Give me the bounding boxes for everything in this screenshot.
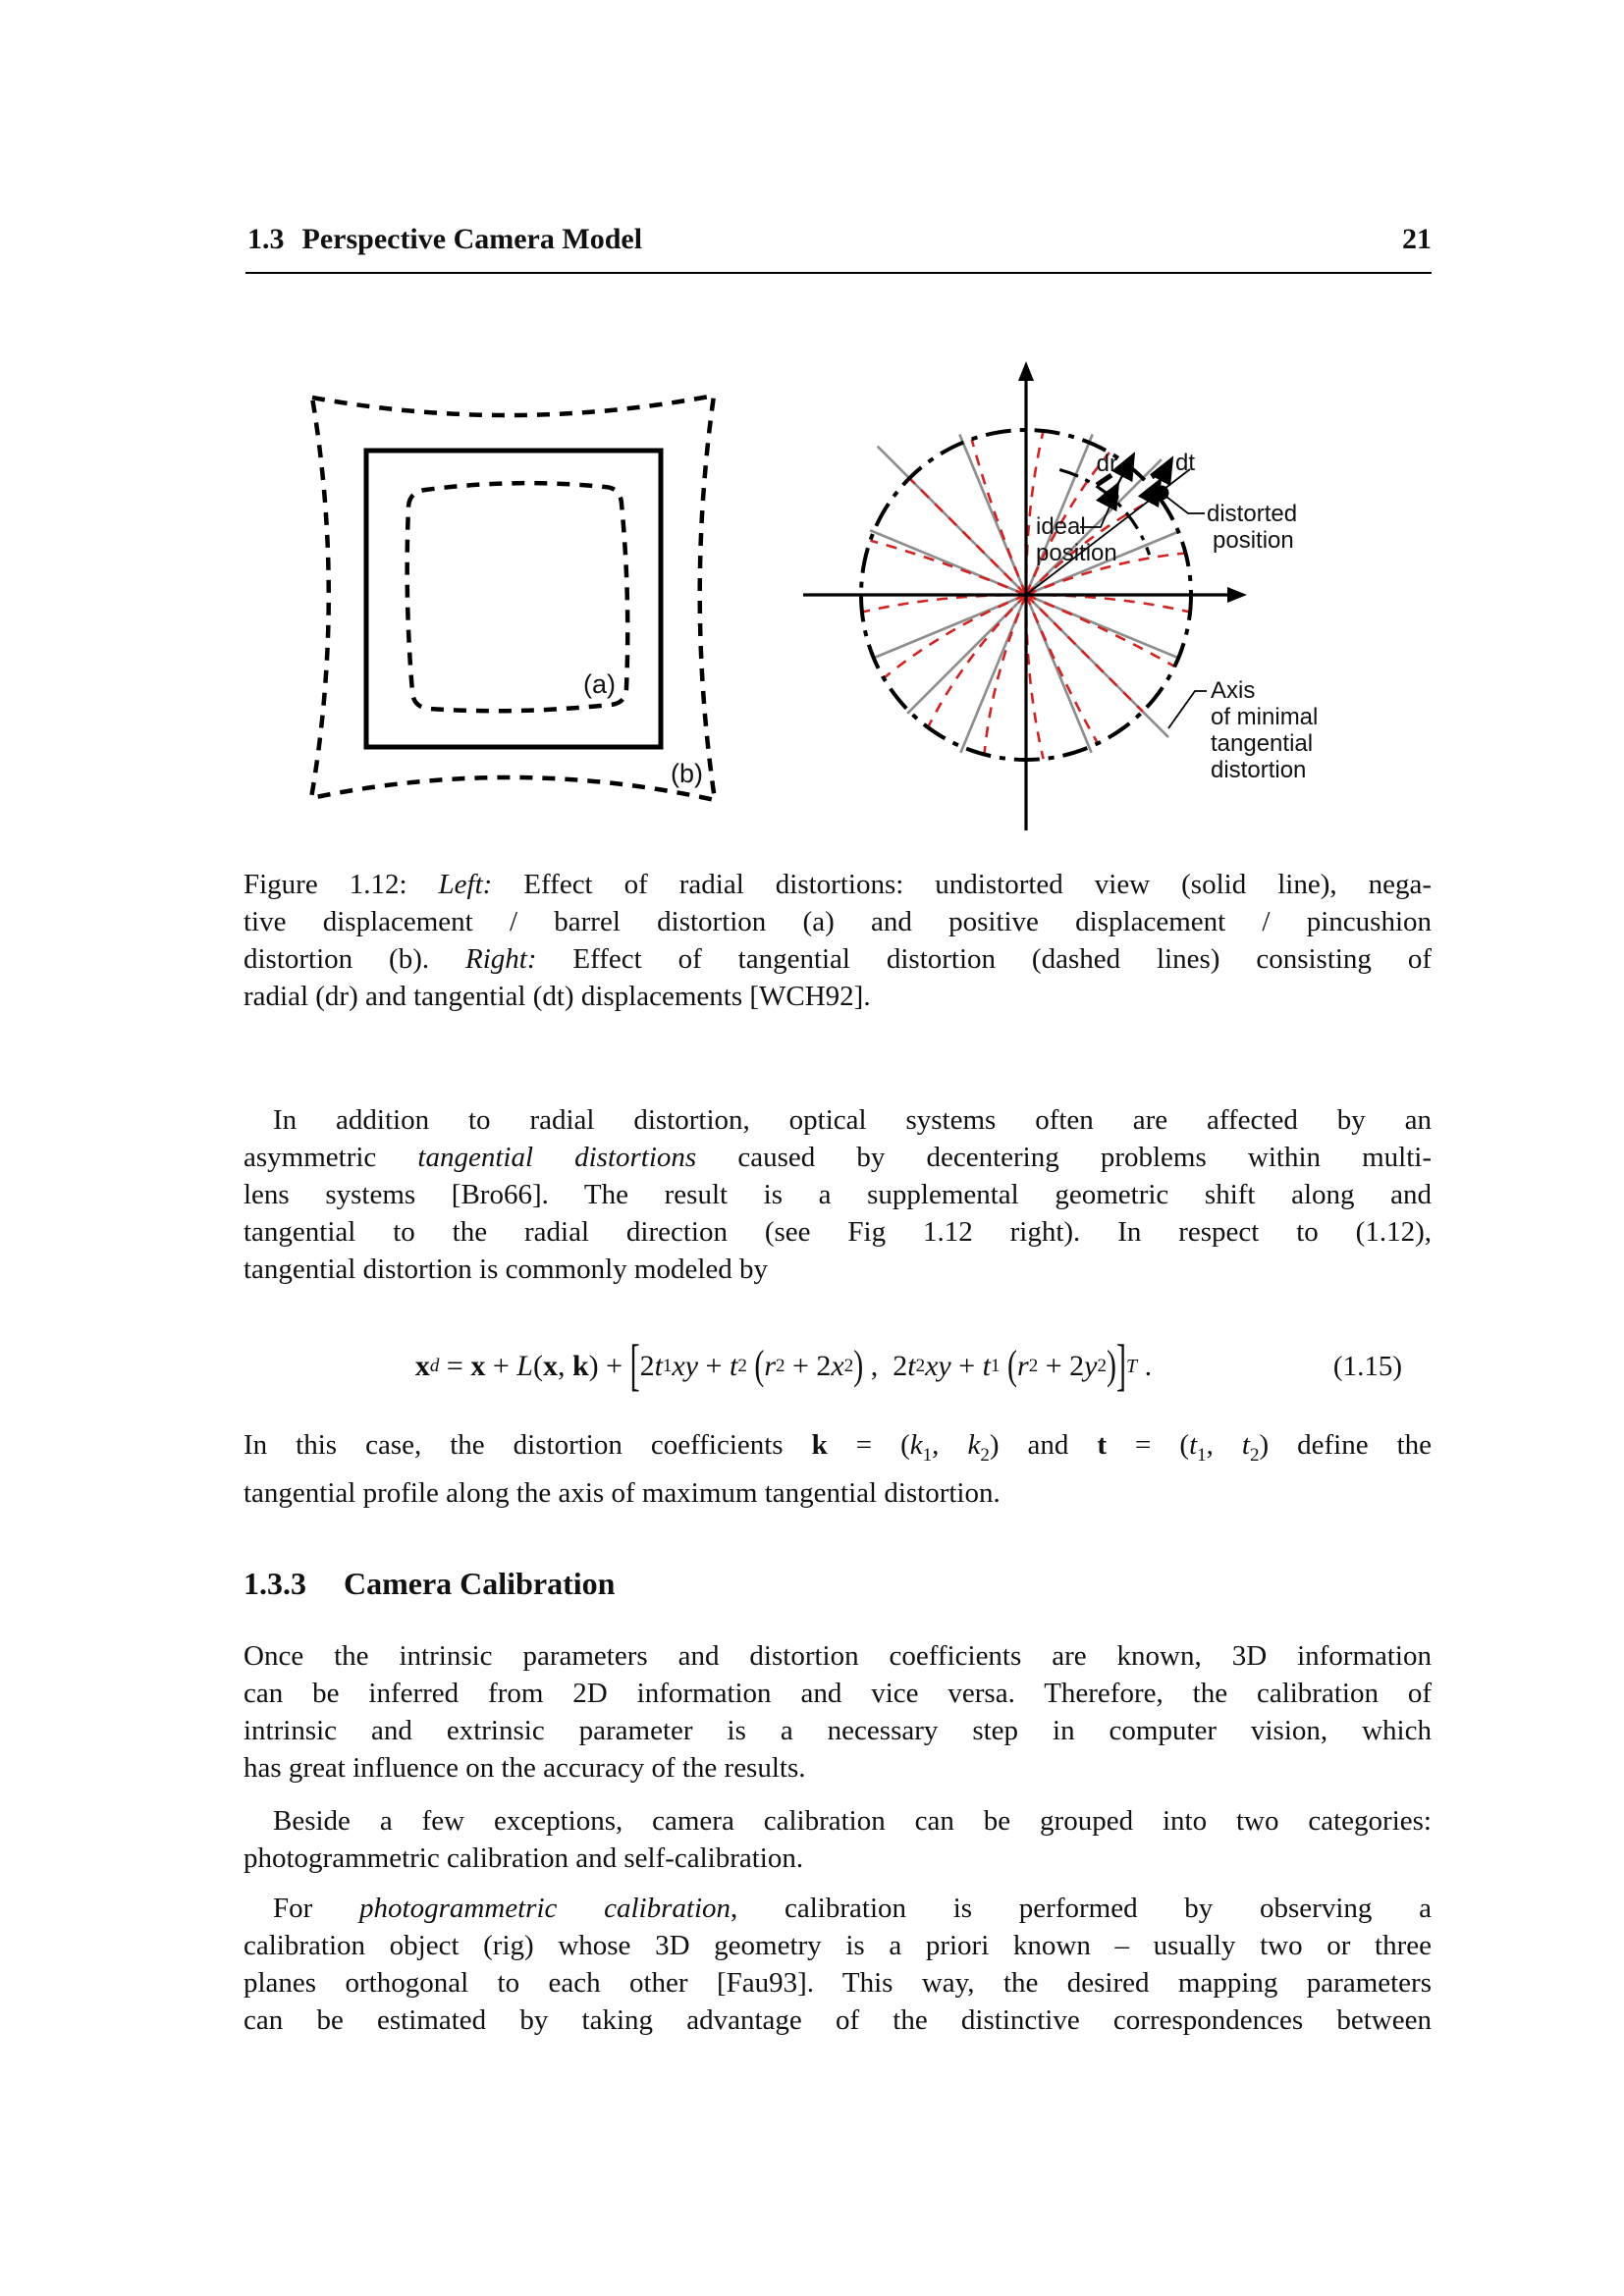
text-segment: 2 <box>1249 1445 1260 1466</box>
text-segment: , calibration is performed by observing a <box>731 1893 1432 1924</box>
text-segment: + 2 <box>1038 1350 1085 1382</box>
text-segment: k <box>909 1429 923 1461</box>
text-line: radial (dr) and tangential (dt) displacements [WCH92]. <box>244 981 871 1012</box>
text-segment: t <box>729 1350 738 1382</box>
text-segment: t <box>654 1350 663 1382</box>
text-segment: , 2 <box>863 1350 908 1382</box>
y-axis-arrowhead <box>1018 361 1034 381</box>
text-segment: distortion (b). <box>244 943 466 975</box>
text-segment: Effect of tangential distortion (dashed lines) consisting of <box>536 943 1432 975</box>
text-segment: ( <box>532 1350 543 1382</box>
text-segment: 2 <box>915 1356 926 1376</box>
axis-label-line1: Axis <box>1211 677 1256 704</box>
text-segment: x <box>414 1350 430 1382</box>
axis-label-line3: tangential <box>1211 730 1314 757</box>
text-segment: x <box>831 1350 844 1382</box>
text-segment: = <box>439 1350 471 1382</box>
section-heading-title: Camera Calibration <box>344 1566 616 1601</box>
text-segment: T <box>1125 1355 1138 1377</box>
text-segment: xy <box>672 1350 699 1382</box>
text-line: intrinsic and extrinsic parameter is a necessary step in computer vision, which <box>244 1715 1432 1746</box>
text-line <box>244 1890 1432 1927</box>
text-line: lens systems [Bro66]. The result is a supplemental geometric shift along and <box>244 1179 1432 1210</box>
text-segment: , <box>1206 1429 1242 1461</box>
text-line: planes orthogonal to each other [Fau93]. This way, the desired mapping parameters <box>244 1967 1432 1999</box>
distorted-position-label-line2: position <box>1213 527 1294 554</box>
text-line: tangential distortion is commonly modeled by <box>244 1254 769 1285</box>
text-segment: ) define the <box>1259 1429 1433 1461</box>
text-segment: ) <box>853 1343 864 1389</box>
text-segment: , <box>932 1429 968 1461</box>
text-segment: 2 <box>980 1445 990 1466</box>
dt-label: dt <box>1175 450 1196 476</box>
text-segment: x <box>470 1350 486 1382</box>
ideal-position-dot <box>1105 490 1119 505</box>
text-line: can be inferred from 2D information and vice versa. Therefore, the calibration of <box>244 1678 1432 1709</box>
paragraph-tangential-distortion <box>244 1101 1432 1288</box>
text-segment: r <box>1017 1350 1029 1382</box>
text-segment: tangential distortions <box>417 1142 697 1173</box>
text-segment: 2 <box>843 1356 854 1376</box>
text-line <box>244 1426 1432 1474</box>
ideal-position-label-line2: position <box>1036 540 1117 566</box>
text-segment: t <box>982 1350 991 1382</box>
x-axis-arrowhead <box>1227 587 1247 603</box>
text-segment: + <box>698 1350 730 1382</box>
paragraph-calibration-intro <box>244 1637 1432 1787</box>
text-segment: xy <box>925 1350 951 1382</box>
text-segment: ] <box>1115 1333 1126 1398</box>
text-segment <box>1001 1350 1008 1383</box>
axis-label-line4: distortion <box>1211 757 1307 783</box>
running-header <box>244 222 1432 261</box>
text-segment: r <box>764 1350 776 1382</box>
text-segment: y <box>1084 1350 1098 1382</box>
text-segment: 2 <box>1028 1356 1039 1376</box>
running-header-page-number: 21 <box>1402 223 1432 255</box>
text-line <box>244 940 1432 978</box>
text-segment: ) <box>1106 1343 1116 1389</box>
text-segment: ) and <box>989 1429 1098 1461</box>
distorted-label-leader <box>1166 497 1205 513</box>
text-segment <box>747 1350 755 1383</box>
text-segment: t <box>1189 1429 1198 1461</box>
text-segment: k <box>811 1429 828 1461</box>
text-segment: In this case, the distortion coefficients <box>244 1429 812 1461</box>
text-segment: 2 <box>1097 1356 1107 1376</box>
text-segment: + 2 <box>785 1350 832 1382</box>
header-rule <box>245 272 1432 274</box>
paragraph-photogrammetric <box>244 1890 1432 2039</box>
text-segment: k <box>571 1350 589 1382</box>
text-segment: 1 <box>922 1445 933 1466</box>
text-segment: [ <box>629 1333 640 1398</box>
section-number: 1.3 <box>247 223 285 255</box>
text-segment: 2 <box>737 1356 747 1376</box>
text-line: calibration object (rig) whose 3D geometry is a priori known – usually two or three <box>244 1930 1432 1961</box>
equation-1-15 <box>244 1327 1432 1406</box>
equation-number: (1.15) <box>1332 1351 1402 1382</box>
text-line <box>244 1139 1432 1176</box>
figure-left-radial-distortion-diagram <box>275 363 746 834</box>
text-segment: Figure 1.12: <box>244 869 439 900</box>
section-title: Perspective Camera Model <box>301 223 643 255</box>
text-segment: d <box>429 1356 440 1376</box>
section-heading-number: 1.3.3 <box>244 1566 306 1601</box>
ideal-position-label-line1: ideal <box>1036 513 1086 540</box>
figure-right-tangential-distortion-diagram <box>785 324 1355 854</box>
section-heading-1-3-3 <box>244 1566 615 1602</box>
axis-label-leader <box>1168 691 1207 728</box>
text-segment: 1 <box>991 1356 1001 1376</box>
axis-label-line2: of minimal <box>1211 704 1319 730</box>
text-line: can be estimated by taking advantage of the distinctive correspondences between <box>244 2004 1432 2036</box>
text-segment: t <box>907 1350 916 1382</box>
paragraph-two-categories <box>244 1802 1432 1877</box>
text-segment: ( <box>1007 1343 1017 1389</box>
text-segment: Left: <box>438 869 493 900</box>
equation-body <box>244 1327 1324 1406</box>
text-line: Once the intrinsic parameters and distortion coefficients are known, 3D information <box>244 1640 1432 1672</box>
text-segment: Right: <box>465 943 537 975</box>
text-segment: t <box>1241 1429 1250 1461</box>
text-line <box>244 866 1432 903</box>
text-line: In addition to radial distortion, optical systems often are affected by an <box>273 1104 1432 1136</box>
pincushion-outline <box>311 396 715 800</box>
text-segment: k <box>967 1429 981 1461</box>
text-line: tangential profile along the axis of maximum tangential distortion. <box>244 1477 1001 1509</box>
dr-label: dr <box>1096 451 1117 477</box>
dr-arrow <box>1116 457 1132 487</box>
label-a: (a) <box>583 669 616 699</box>
text-line: tangential to the radial direction (see Fig 1.12 right). In respect to (1.12), <box>244 1216 1432 1248</box>
text-segment: caused by decentering problems within multi- <box>696 1142 1432 1173</box>
text-segment: 2 <box>776 1356 785 1376</box>
text-segment: + <box>950 1350 983 1382</box>
distorted-position-label-line1: distorted <box>1207 501 1298 527</box>
text-line: photogrammetric calibration and self-calibration. <box>244 1842 804 1874</box>
text-segment: asymmetric <box>244 1142 418 1173</box>
text-segment: ( <box>754 1343 765 1389</box>
text-segment: = ( <box>827 1429 910 1461</box>
text-segment: 1 <box>1197 1445 1207 1466</box>
text-segment: , <box>557 1350 572 1382</box>
figure-caption <box>244 866 1432 1015</box>
text-segment: For <box>273 1893 360 1924</box>
label-b: (b) <box>671 759 703 788</box>
text-segment: ) + <box>588 1350 630 1382</box>
text-segment: Effect of radial distortions: undistorted view (solid line), nega- <box>492 869 1432 900</box>
text-segment: 2 <box>639 1350 655 1382</box>
text-segment: + <box>485 1350 517 1382</box>
text-segment: 1 <box>662 1356 673 1376</box>
text-segment: . <box>1137 1350 1153 1382</box>
text-line: Beside a few exceptions, camera calibration can be grouped into two categories: <box>273 1805 1432 1837</box>
text-line: has great influence on the accuracy of the results. <box>244 1752 806 1784</box>
text-segment: photogrammetric calibration <box>359 1893 731 1924</box>
running-header-section <box>247 222 642 257</box>
text-segment: x <box>542 1350 558 1382</box>
paragraph-coefficients <box>244 1426 1432 1512</box>
text-segment: L <box>516 1350 533 1382</box>
text-segment: = ( <box>1107 1429 1190 1461</box>
text-segment: t <box>1097 1429 1108 1461</box>
text-line: tive displacement / barrel distortion (a) and positive displacement / pincushion <box>244 906 1432 937</box>
